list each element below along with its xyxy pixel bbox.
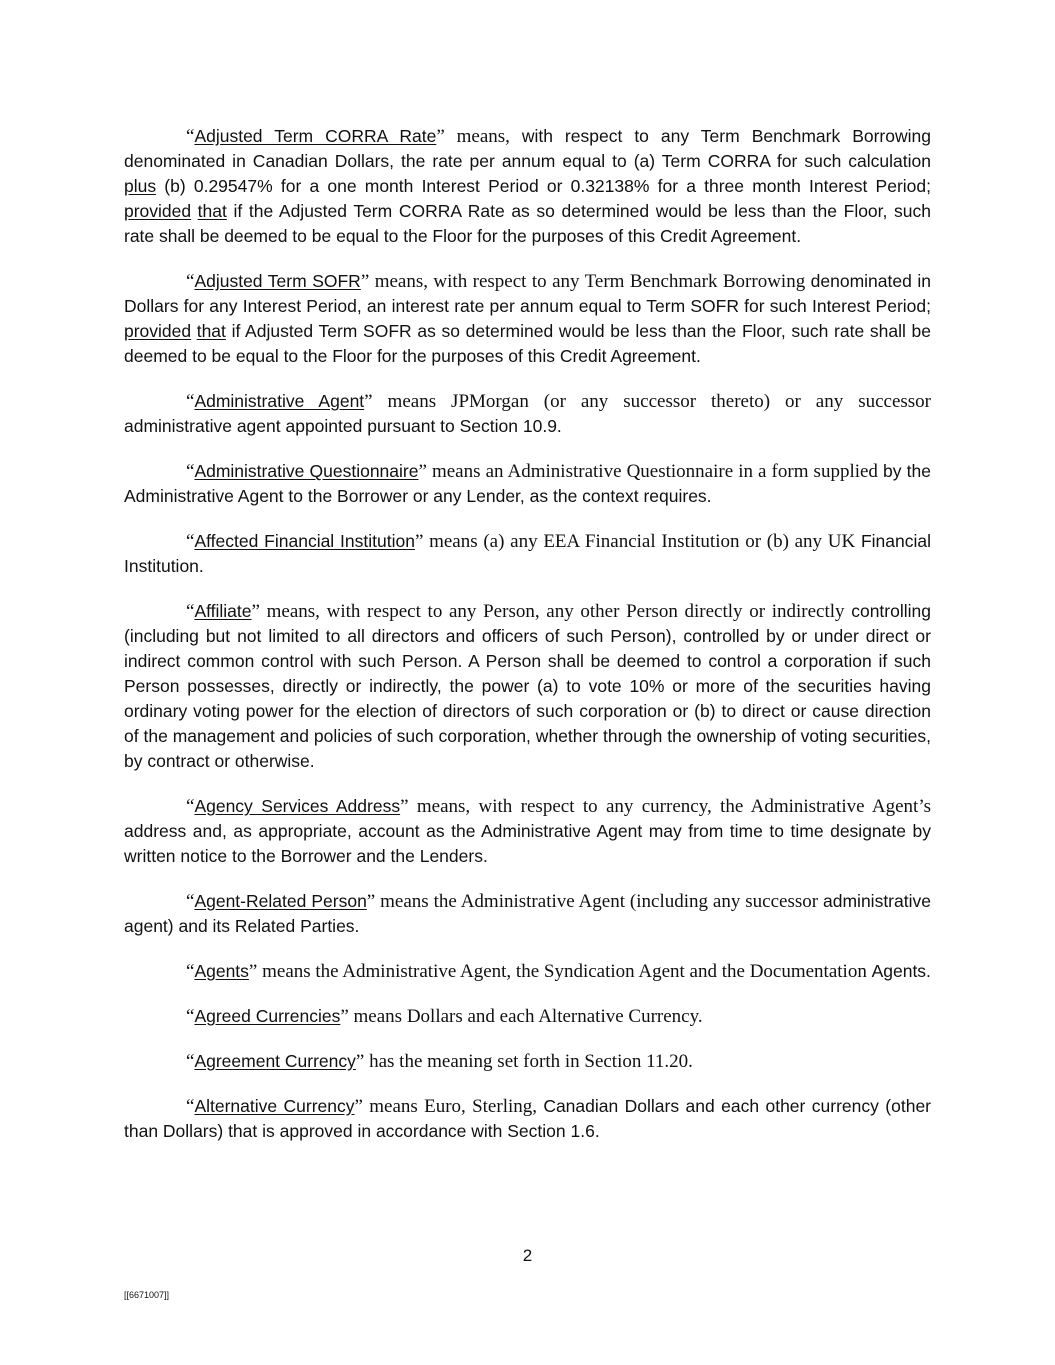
defined-term: Adjusted Term SOFR <box>194 271 361 291</box>
definition-text: address and, as appropriate, account as the Administrative Agent may from time to time designate by written notice to the Borrower and the Lenders. <box>124 821 931 866</box>
open-quote: “ <box>186 1051 195 1072</box>
defined-term: Affected Financial Institution <box>194 531 415 551</box>
definition-lead: means, <box>444 126 522 147</box>
open-quote: “ <box>186 461 195 482</box>
close-quote: ” <box>354 1096 363 1117</box>
definition-text: (b) 0.29547% for a one month Interest Period or 0.32138% for a three month Interest Period; <box>156 176 931 196</box>
definition-adjusted-term-sofr <box>124 269 931 369</box>
close-quote: ” <box>248 961 258 982</box>
open-quote: “ <box>186 126 195 147</box>
close-quote: ” <box>355 1051 365 1072</box>
definition-text: administrative agent appointed pursuant to Section 10.9. <box>124 416 562 436</box>
definition-lead: means an Administrative Questionnaire in a form supplied <box>426 461 883 482</box>
close-quote: ” <box>414 531 424 552</box>
defined-term: Agreed Currencies <box>194 1006 341 1026</box>
close-quote: ” <box>366 891 376 912</box>
definition-lead: means JPMorgan (or any successor thereto) or any successor <box>372 391 931 412</box>
defined-term: Administrative Questionnaire <box>194 461 419 481</box>
definition-lead: means, with respect to any Term Benchmark Borrowing <box>369 271 811 292</box>
definition-text: with respect to any Term Benchmark Borrowing denominated in Canadian Dollars, the rate per annum equal to (a) Term CORRA for such calculation <box>124 126 931 171</box>
definition-lead: means Euro, Sterling, <box>362 1096 544 1117</box>
definition-text: Financial Institution. <box>124 531 931 576</box>
definition-text: if Adjusted Term SOFR as so determined would be less than the Floor, such rate shall be deemed to be equal to the Floor for the purposes of this Credit Agreement. <box>124 321 931 366</box>
open-quote: “ <box>186 601 195 622</box>
definition-agreed-currencies <box>124 1004 931 1029</box>
underlined-word: that <box>196 321 226 341</box>
defined-term: Agreement Currency <box>194 1051 356 1071</box>
definition-agents <box>124 959 931 984</box>
definition-alternative-currency <box>124 1094 931 1144</box>
open-quote: “ <box>186 531 195 552</box>
open-quote: “ <box>186 1006 195 1027</box>
open-quote: “ <box>186 271 195 292</box>
definition-text: if the Adjusted Term CORRA Rate as so determined would be less than the Floor, such rate shall be deemed to be equal to the Floor for the purposes of this Credit Agreement. <box>124 201 931 246</box>
definition-text: administrative agent) and its Related Parties. <box>124 891 931 936</box>
defined-term: Agents <box>194 961 249 981</box>
close-quote: ” <box>360 271 370 292</box>
defined-term: Agency Services Address <box>194 796 401 816</box>
underlined-word: that <box>197 201 227 221</box>
definition-affected-financial-institution <box>124 529 931 579</box>
document-body <box>124 124 931 1164</box>
open-quote: “ <box>186 891 195 912</box>
definition-text: Agents. <box>871 961 931 981</box>
definition-agent-related-person <box>124 889 931 939</box>
defined-term: Administrative Agent <box>194 391 365 411</box>
definition-text: Canadian Dollars and each other currency (other than Dollars) that is approved in accordance with Section 1.6. <box>124 1096 932 1141</box>
defined-term: Alternative Currency <box>194 1096 355 1116</box>
definition-lead: means, with respect to any currency, the Administrative Agent’s <box>408 796 931 817</box>
definition-text: controlling (including but not limited to all directors and officers of such Person), controlled by or under direct or indirect common control with such Person. A Person shall be deemed to control a corporation if such Person possesses, directly or indirectly, the power (a) to vote 10% or more of the securities having ordinary voting power for the election of directors of such corporation or (b) to direct or cause direction of the management and policies of such corporation, whether through the ownership of voting securities, by contract or otherwise. <box>124 601 931 771</box>
definition-agency-services-address <box>124 794 931 869</box>
definition-administrative-agent <box>124 389 931 439</box>
close-quote: ” <box>340 1006 349 1027</box>
defined-term: Adjusted Term CORRA Rate <box>194 126 437 146</box>
open-quote: “ <box>186 391 195 412</box>
definition-lead: has the meaning set forth in Section 11.20. <box>364 1051 693 1072</box>
definition-lead: means the Administrative Agent (including any successor <box>375 891 824 912</box>
definition-text: by the Administrative Agent to the Borrower or any Lender, as the context requires. <box>124 461 931 506</box>
definition-lead: means the Administrative Agent, the Syndication Agent and the Documentation <box>257 961 872 982</box>
underlined-word: provided <box>124 321 192 341</box>
definition-administrative-questionnaire <box>124 459 931 509</box>
open-quote: “ <box>186 961 195 982</box>
definition-lead: means (a) any EEA Financial Institution or (b) any UK <box>423 531 861 552</box>
definition-adjusted-term-corra-rate <box>124 124 931 249</box>
document-id: [[6671007]] <box>124 1290 170 1300</box>
page-number: 2 <box>522 1246 533 1265</box>
definition-affiliate <box>124 599 931 774</box>
close-quote: ” <box>436 126 445 147</box>
definition-text: denominated in Dollars for any Interest Period, an interest rate per annum equal to Term SOFR for such Interest Period; <box>124 271 931 316</box>
definition-lead: means Dollars and each Alternative Currency. <box>348 1006 703 1027</box>
definition-agreement-currency <box>124 1049 931 1074</box>
open-quote: “ <box>186 796 195 817</box>
open-quote: “ <box>186 1096 195 1117</box>
underlined-word: plus <box>124 176 157 196</box>
close-quote: ” <box>418 461 427 482</box>
close-quote: ” <box>251 601 260 622</box>
underlined-word: provided <box>124 201 192 221</box>
close-quote: ” <box>400 796 409 817</box>
defined-term: Affiliate <box>194 601 252 621</box>
defined-term: Agent-Related Person <box>194 891 367 911</box>
close-quote: ” <box>364 391 373 412</box>
definition-lead: means, with respect to any Person, any other Person directly or indirectly <box>259 601 852 622</box>
